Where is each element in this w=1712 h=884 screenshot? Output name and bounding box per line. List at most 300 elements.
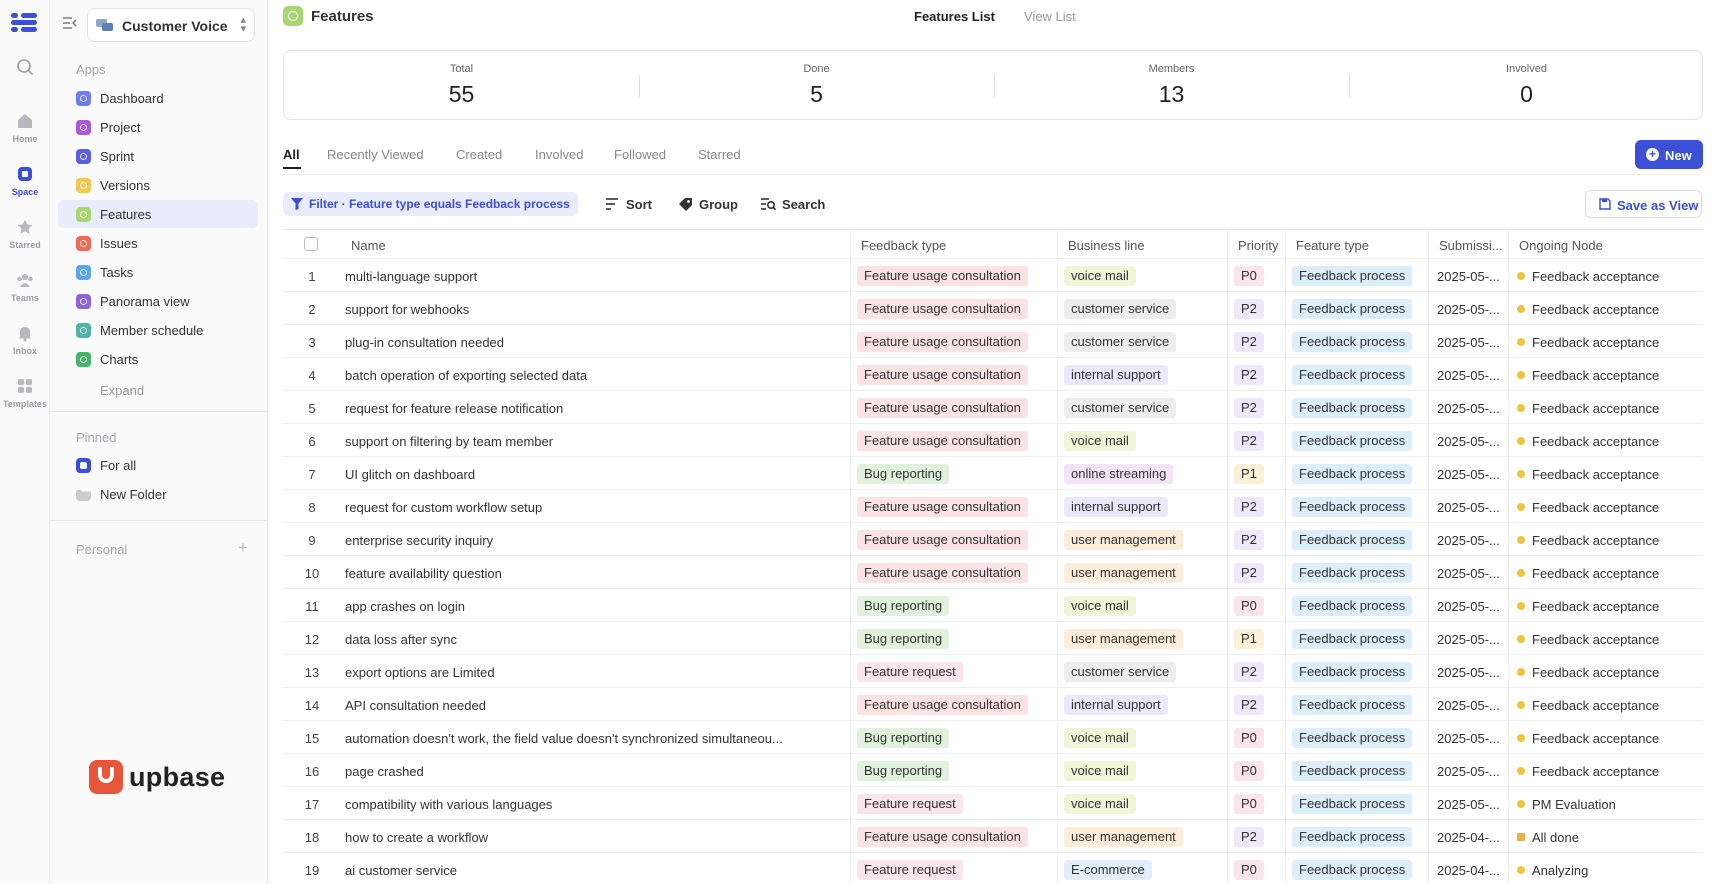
ongoing-node-label: Feedback acceptance [1532,665,1660,680]
submission-cell[interactable] [1429,853,1509,884]
submission-cell[interactable] [1429,490,1509,522]
feature-type-cell[interactable] [1286,523,1429,555]
business-line-cell[interactable] [1058,721,1228,753]
table-row[interactable] [283,820,1703,853]
column-header-priority[interactable] [1228,230,1286,258]
business-line-cell[interactable] [1058,853,1228,884]
feature-type-cell[interactable] [1286,787,1429,819]
name-cell[interactable] [341,721,851,753]
add-personal-icon[interactable]: + [238,538,248,557]
table-row[interactable] [283,721,1703,754]
feedback-type-cell[interactable] [851,754,1058,786]
rail-teams[interactable] [0,271,50,303]
business-line-cell[interactable] [1058,457,1228,489]
ongoing-node [1517,731,1659,746]
business-line-cell[interactable] [1058,787,1228,819]
name-cell[interactable] [341,424,851,456]
feature-type-cell[interactable] [1286,655,1429,687]
space-icon [16,165,34,183]
ongoing-node-cell[interactable] [1509,820,1703,852]
column-header-label: Submissi... [1439,238,1503,253]
table-row[interactable] [283,589,1703,622]
submission-cell[interactable] [1429,655,1509,687]
priority-tag: P2 [1234,695,1264,715]
feedback-type-cell[interactable] [851,424,1058,456]
priority-tag: P2 [1234,563,1264,583]
ongoing-node-cell[interactable] [1509,721,1703,753]
select-all-checkbox[interactable] [304,237,318,251]
table-row[interactable] [283,523,1703,556]
table-row[interactable] [283,490,1703,523]
charts-app-icon [76,352,91,367]
feature-type-cell[interactable] [1286,457,1429,489]
business-line-tag: internal support [1064,497,1168,517]
table-row[interactable] [283,292,1703,325]
name-cell[interactable] [341,820,851,852]
name-cell[interactable] [341,655,851,687]
row-number: 19 [304,863,320,878]
feedback-type-cell[interactable] [851,556,1058,588]
feature-type-tag: Feedback process [1292,464,1412,484]
ongoing-node-cell[interactable] [1509,424,1703,456]
submission-cell[interactable] [1429,523,1509,555]
submission-cell[interactable] [1429,325,1509,357]
row-number: 14 [304,698,320,713]
ongoing-node-cell[interactable] [1509,325,1703,357]
ongoing-node-cell[interactable] [1509,259,1703,291]
feedback-type-cell[interactable] [851,787,1058,819]
business-line-cell[interactable] [1058,490,1228,522]
tab-features-list[interactable]: Features List [914,9,995,24]
feature-type-tag: Feedback process [1292,563,1412,583]
column-header-feedback-type[interactable] [851,230,1058,258]
name-cell[interactable] [341,688,851,720]
feedback-type-cell[interactable] [851,589,1058,621]
table-row[interactable] [283,622,1703,655]
feature-type-cell[interactable] [1286,589,1429,621]
table-row[interactable] [283,424,1703,457]
business-line-tag: user management [1064,827,1183,847]
sidebar-item-issues[interactable] [58,229,258,257]
feature-name: compatibility with various languages [345,797,553,812]
feature-type-cell[interactable] [1286,754,1429,786]
feature-type-cell[interactable] [1286,424,1429,456]
feedback-type-tag: Feature request [857,662,963,682]
feature-name: batch operation of exporting selected data [345,368,588,383]
feature-type-cell[interactable] [1286,325,1429,357]
business-line-cell[interactable] [1058,820,1228,852]
ongoing-node-label: Feedback acceptance [1532,632,1660,647]
priority-tag: P2 [1234,431,1264,451]
versions-app-icon [76,178,91,193]
priority-cell[interactable] [1228,556,1286,588]
submission-cell[interactable] [1429,754,1509,786]
business-line-cell[interactable] [1058,391,1228,423]
submission-cell[interactable] [1429,556,1509,588]
rail-templates[interactable] [0,377,50,409]
priority-tag: P0 [1234,860,1264,880]
ongoing-node [1517,632,1659,647]
ongoing-node-cell[interactable] [1509,655,1703,687]
status-dot-icon [1517,503,1525,511]
sidebar-item-label: Charts [100,352,139,367]
stat-value: 55 [448,81,475,107]
feature-name: export options are Limited [345,665,495,680]
priority-cell[interactable] [1228,292,1286,324]
feature-type-cell[interactable] [1286,820,1429,852]
select-all-cell [283,230,341,258]
priority-cell[interactable] [1228,259,1286,291]
business-line-cell[interactable] [1058,259,1228,291]
table-row[interactable] [283,754,1703,787]
search-button[interactable] [761,197,827,213]
business-line-cell[interactable] [1058,424,1228,456]
table-row[interactable] [283,259,1703,292]
feature-type-cell[interactable] [1286,556,1429,588]
apps-section-label: Apps [76,62,106,77]
rail-space[interactable] [0,165,50,197]
priority-tag: P2 [1234,332,1264,352]
priority-cell[interactable] [1228,754,1286,786]
ongoing-node-cell[interactable] [1509,787,1703,819]
pinned-item-label: New Folder [100,487,167,502]
group-button[interactable] [678,197,738,213]
sidebar-item-label: Tasks [100,265,134,280]
sidebar-item-sprint[interactable] [58,142,258,170]
submission-cell[interactable] [1429,787,1509,819]
feature-name: multi-language support [345,269,478,284]
row-number: 18 [304,830,320,845]
ongoing-node-cell[interactable] [1509,589,1703,621]
feature-type-cell[interactable] [1286,622,1429,654]
name-cell[interactable] [341,292,851,324]
priority-cell[interactable] [1228,523,1286,555]
save-as-view-button[interactable] [1585,190,1702,218]
brand-wordmark: upbase [129,762,226,792]
submission-cell[interactable] [1429,589,1509,621]
rail-space-label: Space [11,187,39,197]
star-icon [16,218,34,236]
feedback-type-cell[interactable] [851,688,1058,720]
row-number: 3 [308,335,316,350]
priority-cell[interactable] [1228,655,1286,687]
column-header-ongoing-node[interactable] [1509,230,1703,258]
feature-name: enterprise security inquiry [345,533,494,548]
member-schedule-app-icon [76,323,91,338]
filter-tab-created[interactable]: Created [456,147,503,162]
table-row[interactable] [283,556,1703,589]
feedback-type-cell[interactable] [851,820,1058,852]
ongoing-node-cell[interactable] [1509,556,1703,588]
name-cell[interactable] [341,787,851,819]
feature-type-cell[interactable] [1286,688,1429,720]
rail-home[interactable] [0,112,50,144]
teams-icon [16,271,34,289]
submission-cell[interactable] [1429,358,1509,390]
table-row[interactable] [283,391,1703,424]
filter-chip[interactable] [283,192,578,216]
ongoing-node-cell[interactable] [1509,688,1703,720]
submission-date: 2025-05-... [1437,731,1500,746]
upbase-brand [89,760,229,798]
row-number-cell [283,820,341,852]
feedback-type-cell[interactable] [851,391,1058,423]
personal-section-label: Personal [76,542,128,557]
priority-cell[interactable] [1228,853,1286,884]
name-cell[interactable] [341,523,851,555]
business-line-tag: customer service [1064,299,1176,319]
table-row[interactable] [283,325,1703,358]
feedback-type-cell[interactable] [851,523,1058,555]
ongoing-node-label: Feedback acceptance [1532,368,1660,383]
filter-funnel-icon [291,198,303,210]
business-line-cell[interactable] [1058,292,1228,324]
sidebar-divider [50,411,268,412]
priority-tag: P0 [1234,761,1264,781]
feature-type-cell[interactable] [1286,490,1429,522]
feedback-type-cell[interactable] [851,292,1058,324]
status-dot-icon [1517,338,1525,346]
pinned-item-for-all[interactable] [58,451,258,479]
submission-cell[interactable] [1429,721,1509,753]
business-line-cell[interactable] [1058,622,1228,654]
feature-name: support for webhooks [345,302,470,317]
ongoing-node-cell[interactable] [1509,358,1703,390]
row-number-cell [283,853,341,884]
stat-value: 13 [1158,81,1185,107]
ongoing-node-cell[interactable] [1509,490,1703,522]
row-number: 2 [308,302,316,317]
business-line-cell[interactable] [1058,754,1228,786]
sidebar-item-label: Features [100,207,152,222]
sprint-app-icon [76,149,91,164]
priority-cell[interactable] [1228,721,1286,753]
feature-type-tag: Feedback process [1292,662,1412,682]
feedback-type-cell[interactable] [851,457,1058,489]
ongoing-node-cell[interactable] [1509,622,1703,654]
app-logo-icon[interactable] [11,12,37,32]
priority-cell[interactable] [1228,688,1286,720]
business-line-cell[interactable] [1058,523,1228,555]
submission-cell[interactable] [1429,391,1509,423]
tab-view-list[interactable]: View List [1024,9,1076,24]
ongoing-node-cell[interactable] [1509,292,1703,324]
ongoing-node [1517,434,1659,449]
feature-type-cell[interactable] [1286,853,1429,884]
ongoing-node-cell[interactable] [1509,853,1703,884]
table-row[interactable] [283,457,1703,490]
filter-tab-followed[interactable]: Followed [614,147,667,162]
feedback-type-cell[interactable] [851,721,1058,753]
feedback-type-cell[interactable] [851,622,1058,654]
name-cell[interactable] [341,853,851,884]
sidebar-item-charts[interactable] [58,345,258,373]
ongoing-node-label: Feedback acceptance [1532,434,1660,449]
table-row[interactable] [283,853,1703,884]
priority-cell[interactable] [1228,457,1286,489]
features-app-icon [76,207,91,222]
column-header-business-line[interactable] [1058,230,1228,258]
submission-date: 2025-05-... [1437,632,1500,647]
ongoing-node [1517,467,1659,482]
feedback-type-cell[interactable] [851,259,1058,291]
submission-cell[interactable] [1429,457,1509,489]
row-number-cell [283,259,341,291]
feedback-type-cell[interactable] [851,325,1058,357]
feedback-type-cell[interactable] [851,655,1058,687]
name-cell[interactable] [341,358,851,390]
page-title: Features [311,8,374,25]
business-line-cell[interactable] [1058,325,1228,357]
filter-tab-starred[interactable]: Starred [698,147,741,162]
priority-cell[interactable] [1228,325,1286,357]
feature-name: how to create a workflow [345,830,489,845]
tasks-app-icon [76,265,91,280]
business-line-tag: internal support [1064,365,1168,385]
filter-tab-all[interactable]: All [283,147,300,162]
filter-tab-involved[interactable]: Involved [535,147,584,162]
feature-type-cell[interactable] [1286,358,1429,390]
feature-name: request for custom workflow setup [345,500,543,515]
ongoing-node [1517,335,1659,350]
ongoing-node-cell[interactable] [1509,391,1703,423]
feedback-type-tag: Feature usage consultation [857,563,1028,583]
name-cell[interactable] [341,490,851,522]
feedback-type-cell[interactable] [851,853,1058,884]
row-number: 9 [308,533,316,548]
sort-label: Sort [626,197,652,212]
column-header-name[interactable] [341,230,851,258]
business-line-cell[interactable] [1058,358,1228,390]
submission-cell[interactable] [1429,688,1509,720]
sidebar-item-versions[interactable] [58,171,258,199]
priority-tag: P2 [1234,530,1264,550]
workspace-name: Customer Voice [122,18,228,34]
business-line-cell[interactable] [1058,688,1228,720]
ongoing-node-cell[interactable] [1509,457,1703,489]
table-row[interactable] [283,358,1703,391]
feedback-type-cell[interactable] [851,358,1058,390]
sidebar-item-member-schedule[interactable] [58,316,258,344]
submission-cell[interactable] [1429,424,1509,456]
feature-type-cell[interactable] [1286,391,1429,423]
submission-date: 2025-05-... [1437,599,1500,614]
priority-cell[interactable] [1228,787,1286,819]
ongoing-node-label: Feedback acceptance [1532,335,1660,350]
tabs-divider [283,174,1703,175]
submission-cell[interactable] [1429,820,1509,852]
filter-tab-recently-viewed[interactable]: Recently Viewed [327,147,424,162]
sidebar-item-tasks[interactable] [58,258,258,286]
rail-starred[interactable] [0,218,50,250]
ongoing-node-cell[interactable] [1509,523,1703,555]
name-cell[interactable] [341,391,851,423]
name-cell[interactable] [341,556,851,588]
business-line-cell[interactable] [1058,655,1228,687]
status-dot-icon [1517,635,1525,643]
ongoing-node-label: Feedback acceptance [1532,500,1660,515]
submission-cell[interactable] [1429,622,1509,654]
feedback-type-tag: Feature usage consultation [857,365,1028,385]
sidebar-item-dashboard[interactable] [58,84,258,112]
row-number-cell [283,688,341,720]
row-number: 8 [308,500,316,515]
sidebar-item-label: Member schedule [100,323,204,338]
column-header-feature-type[interactable] [1286,230,1429,258]
submission-date: 2025-05-... [1437,665,1500,680]
ongoing-node [1517,599,1659,614]
priority-cell[interactable] [1228,820,1286,852]
feature-type-cell[interactable] [1286,259,1429,291]
collapse-sidebar-icon[interactable] [63,17,77,29]
table-row[interactable] [283,787,1703,820]
new-button[interactable] [1635,140,1703,169]
submission-cell[interactable] [1429,259,1509,291]
ongoing-node [1517,302,1659,317]
business-line-cell[interactable] [1058,589,1228,621]
column-header-submission[interactable] [1429,230,1509,258]
table-row[interactable] [283,688,1703,721]
name-cell[interactable] [341,259,851,291]
rail-inbox[interactable] [0,324,50,356]
name-cell[interactable] [341,589,851,621]
priority-cell[interactable] [1228,391,1286,423]
table-row[interactable] [283,655,1703,688]
priority-cell[interactable] [1228,358,1286,390]
row-number: 10 [304,566,320,581]
business-line-cell[interactable] [1058,556,1228,588]
feature-type-tag: Feedback process [1292,365,1412,385]
ongoing-node [1517,566,1659,581]
pinned-item-new-folder[interactable] [58,480,258,508]
feature-type-cell[interactable] [1286,721,1429,753]
priority-cell[interactable] [1228,490,1286,522]
row-number: 11 [305,599,319,614]
name-cell[interactable] [341,622,851,654]
business-line-tag: voice mail [1064,596,1136,616]
feature-type-cell[interactable] [1286,292,1429,324]
stat-label: Members [1148,63,1195,75]
workspace-switcher[interactable] [87,8,255,42]
sort-button[interactable] [605,197,655,213]
feature-type-tag: Feedback process [1292,629,1412,649]
sidebar-item-features[interactable] [58,200,258,228]
rail-home-label: Home [12,134,38,144]
sidebar-item-project[interactable] [58,113,258,141]
ongoing-node-label: Feedback acceptance [1532,599,1660,614]
submission-date: 2025-05-... [1437,302,1500,317]
priority-cell[interactable] [1228,424,1286,456]
submission-date: 2025-05-... [1437,764,1500,779]
name-cell[interactable] [341,457,851,489]
feature-type-tag: Feedback process [1292,530,1412,550]
sidebar-item-panorama-view[interactable] [58,287,258,315]
expand-button[interactable] [58,376,258,404]
name-cell[interactable] [341,325,851,357]
feedback-type-cell[interactable] [851,490,1058,522]
business-line-tag: online streaming [1064,464,1173,484]
search-icon[interactable] [0,58,50,80]
priority-tag: P0 [1234,596,1264,616]
priority-cell[interactable] [1228,589,1286,621]
ongoing-node-cell[interactable] [1509,754,1703,786]
project-app-icon [76,120,91,135]
submission-date: 2025-05-... [1437,797,1500,812]
priority-cell[interactable] [1228,622,1286,654]
submission-cell[interactable] [1429,292,1509,324]
sidebar-item-label: Project [100,120,141,135]
name-cell[interactable] [341,754,851,786]
